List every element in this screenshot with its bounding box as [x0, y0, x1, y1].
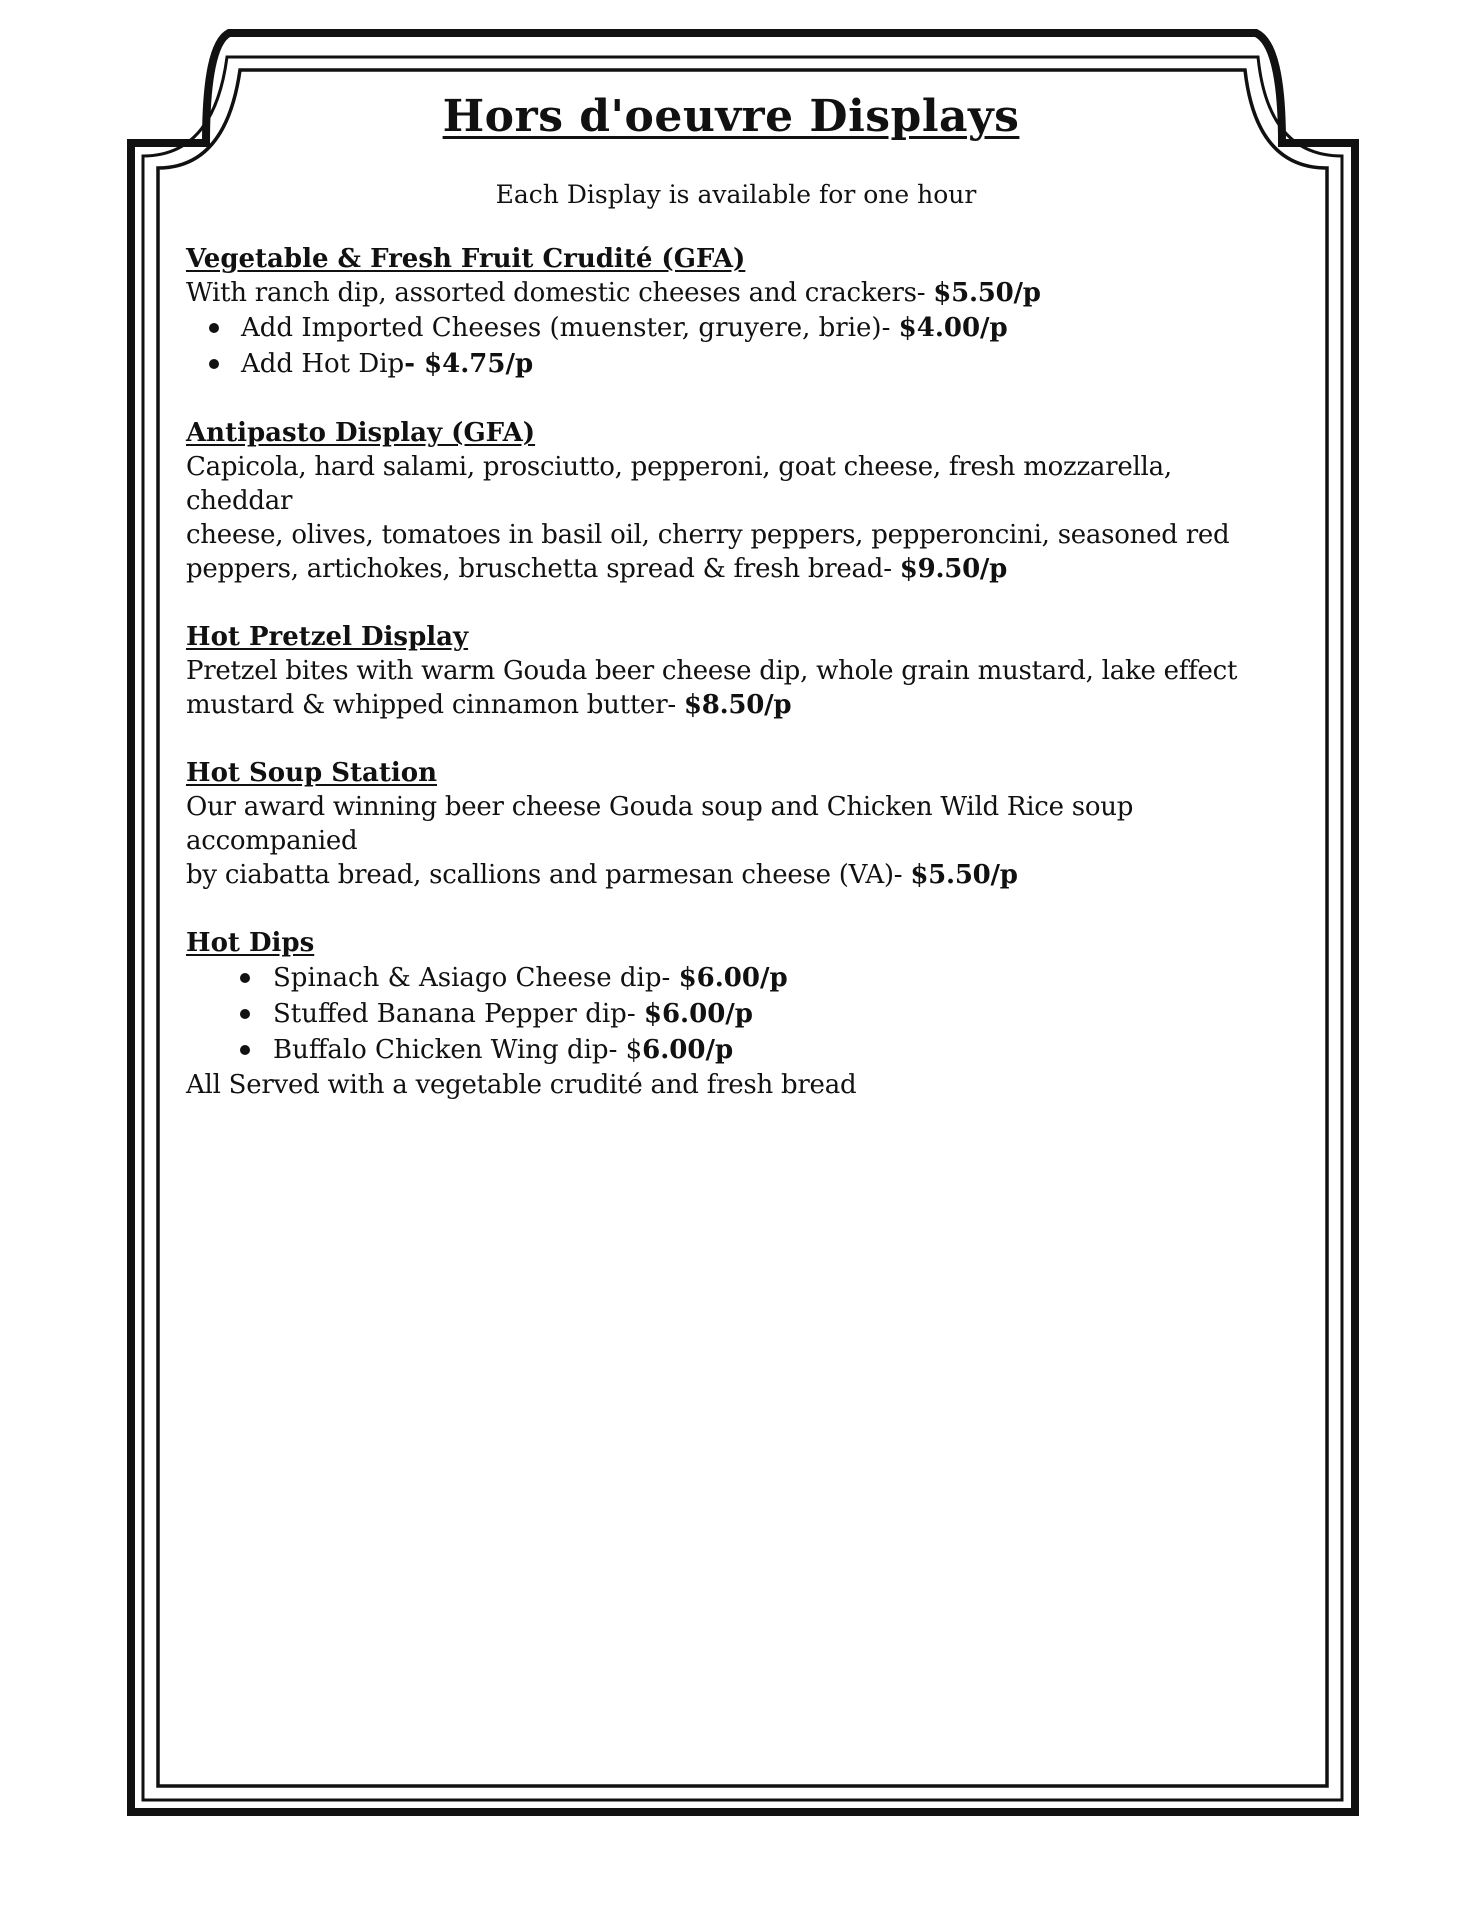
description-line	[186, 688, 1286, 722]
price: - $4.75/p	[404, 349, 534, 379]
price: $9.50/p	[899, 554, 1008, 584]
description-text: With ranch dip, assorted domestic cheeses and crackers-	[186, 278, 934, 308]
page-title: Hors d'oeuvre Displays	[442, 91, 1020, 142]
description-line	[186, 552, 1286, 586]
description-line: Capicola, hard salami, prosciutto, pepperoni, goat cheese, fresh mozzarella, cheddar	[186, 452, 1172, 516]
section-heading: Hot Dips	[186, 928, 315, 958]
section-heading: Antipasto Display (GFA)	[186, 418, 536, 448]
list-item	[186, 996, 1286, 1032]
item-text: Add Imported Cheeses (muenster, gruyere, brie)-	[241, 313, 899, 343]
price: $5.50/p	[933, 278, 1041, 308]
price: $5.50/p	[910, 860, 1018, 890]
item-text: Stuffed Banana Pepper dip-	[273, 999, 644, 1029]
description-line: cheese, olives, tomatoes in basil oil, cherry peppers, pepperoncini, seasoned red	[186, 520, 1230, 550]
price: $6.00/p	[643, 999, 753, 1029]
section-description	[186, 276, 1286, 310]
price: $4.00/p	[898, 313, 1008, 343]
description-line: Our award winning beer cheese Gouda soup and Chicken Wild Rice soup accompanied	[186, 792, 1134, 856]
item-text: Buffalo Chicken Wing dip- $	[273, 1035, 643, 1065]
price: 6.00/p	[642, 1035, 734, 1065]
list-item	[186, 346, 1286, 382]
list-item	[186, 960, 1286, 996]
list-item	[186, 1032, 1286, 1068]
menu-content	[186, 86, 1286, 1102]
description-line	[186, 858, 1286, 892]
item-text: Spinach & Asiago Cheese dip-	[273, 963, 679, 993]
section-heading: Hot Pretzel Display	[186, 622, 469, 652]
section-hot-soup	[186, 756, 1286, 892]
section-hot-pretzel	[186, 620, 1286, 722]
list-item	[186, 310, 1286, 346]
price: $6.00/p	[678, 963, 788, 993]
addon-list	[186, 310, 1286, 382]
description-text: by ciabatta bread, scallions and parmesan cheese (VA)-	[186, 860, 911, 890]
description-line: Pretzel bites with warm Gouda beer cheese dip, whole grain mustard, lake effect	[186, 656, 1238, 686]
section-hot-dips	[186, 926, 1286, 1102]
section-vegetable-crudite	[186, 242, 1286, 382]
section-heading: Hot Soup Station	[186, 758, 437, 788]
price: $8.50/p	[683, 690, 792, 720]
section-antipasto	[186, 416, 1286, 586]
item-text: Add Hot Dip	[241, 349, 405, 379]
dip-list	[186, 960, 1286, 1068]
description-text: mustard & whipped cinnamon butter-	[186, 690, 684, 720]
description-text: peppers, artichokes, bruschetta spread & fresh bread-	[186, 554, 900, 584]
section-footer-note: All Served with a vegetable crudité and fresh bread	[186, 1070, 857, 1100]
page-subtitle: Each Display is available for one hour	[495, 180, 977, 209]
section-heading: Vegetable & Fresh Fruit Crudité (GFA)	[186, 244, 746, 274]
